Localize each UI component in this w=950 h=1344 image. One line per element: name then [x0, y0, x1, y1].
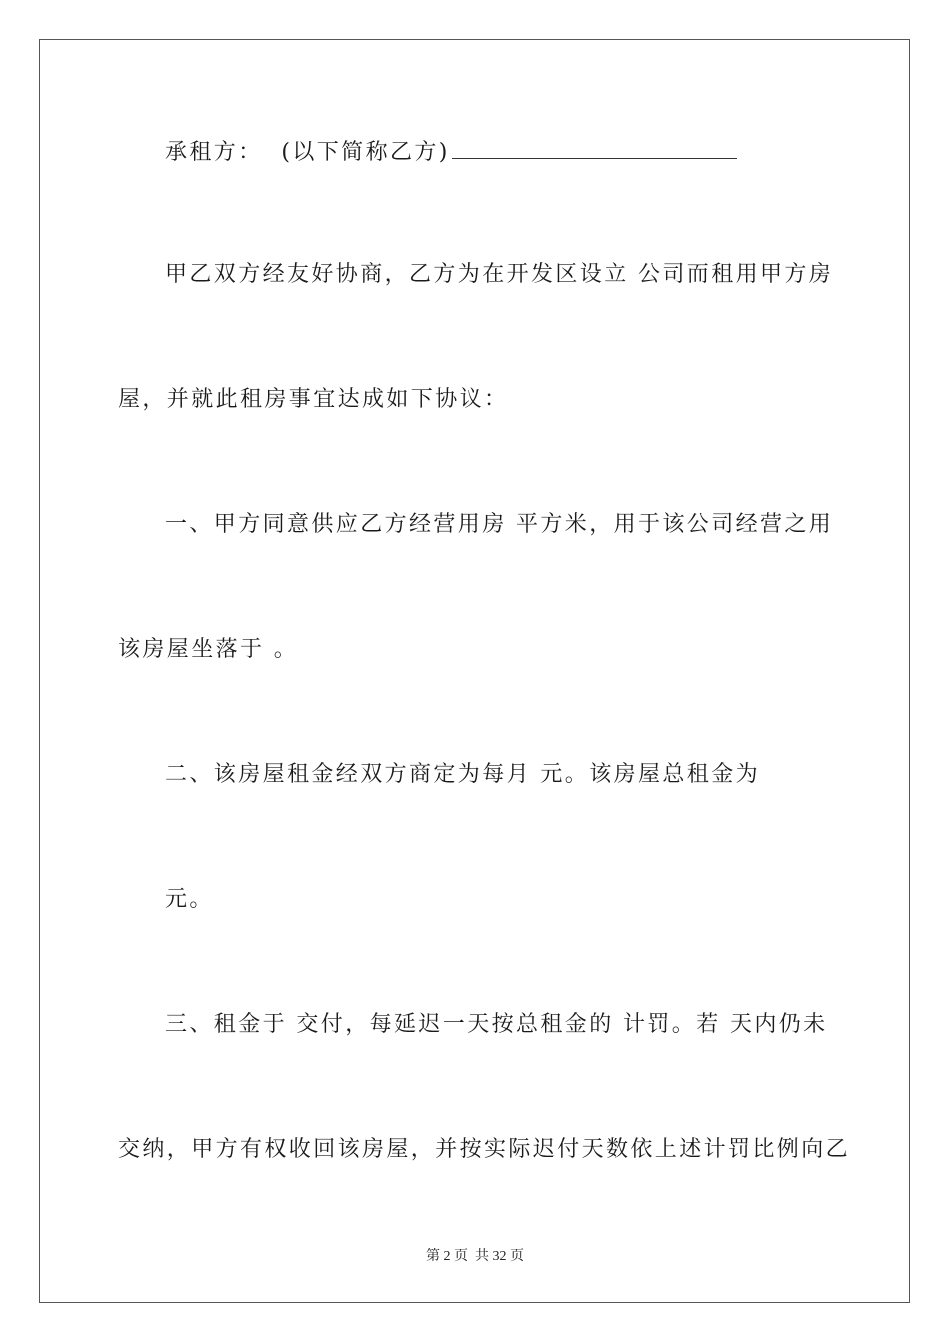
clause-three-line-2: 交纳，甲方有权收回该房屋，并按实际迟付天数依上述计罚比例向乙: [118, 1137, 851, 1162]
paragraph-intro-line-1: 甲乙双方经友好协商，乙方为在开发区设立 公司而租用甲方房: [165, 262, 834, 287]
page-frame: [39, 39, 910, 1303]
clause-one-line-2: 该房屋坐落于 。: [118, 637, 299, 662]
page-footer: 第 2 页 共 32 页: [426, 1249, 524, 1264]
clause-three-line-1: 三、租金于 交付，每延迟一天按总租金的 计罚。若 天内仍未: [165, 1012, 828, 1037]
clause-one-line-1: 一、甲方同意供应乙方经营用房 平方米，用于该公司经营之用: [165, 512, 834, 537]
clause-two-line-2: 元。: [165, 887, 214, 912]
tenant-blank-underline: [452, 136, 737, 159]
clause-two-line-1: 二、该房屋租金经双方商定为每月 元。该房屋总租金为: [165, 762, 760, 787]
tenant-line: [165, 136, 737, 168]
tenant-label: 承租方： (以下简称乙方): [165, 140, 450, 165]
paragraph-intro-line-2: 屋，并就此租房事宜达成如下协议：: [118, 387, 509, 412]
